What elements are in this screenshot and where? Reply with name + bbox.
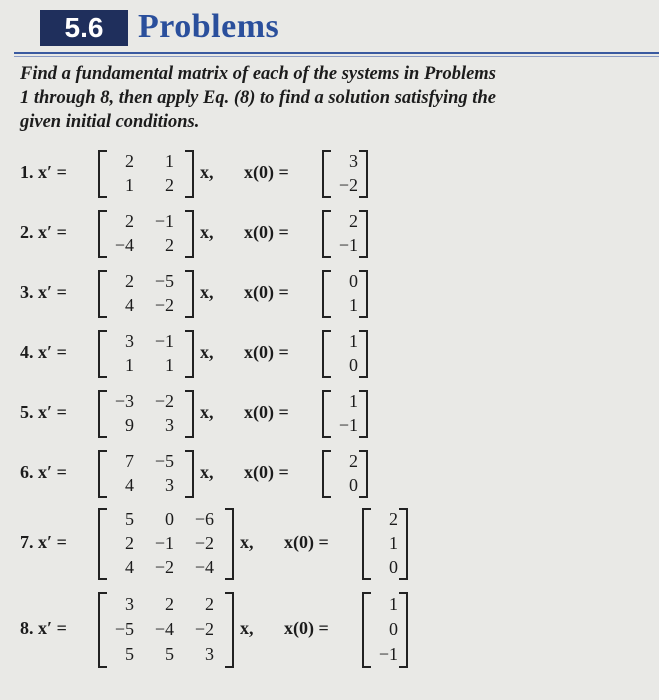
problem-7 — [20, 508, 650, 580]
matrix-entry: −4 — [114, 235, 134, 255]
matrix-entry: 3 — [125, 593, 134, 614]
initial-vector — [362, 592, 408, 668]
matrix-entry: −1 — [154, 331, 174, 351]
problem-label: 1. x′ = — [20, 162, 67, 182]
matrix-bracket — [185, 330, 194, 378]
matrix-entry: 3 — [165, 475, 174, 495]
problem-label: 6. x′ = — [20, 462, 67, 482]
matrix-entry: 2 — [125, 151, 134, 171]
problem-6 — [20, 450, 650, 498]
matrix-entry: −2 — [194, 619, 214, 639]
coefficient-matrix — [98, 150, 194, 198]
matrix-entry: 1 — [125, 355, 134, 375]
problem-label: 3. x′ = — [20, 282, 67, 302]
x-vector-suffix: x, — [240, 618, 254, 638]
coefficient-matrix — [98, 330, 194, 378]
matrix-entry: −3 — [114, 391, 134, 411]
initial-vector — [322, 270, 368, 318]
problem-5 — [20, 390, 650, 438]
initial-condition-label: x(0) = — [244, 342, 289, 362]
vector-entry: 1 — [389, 593, 398, 614]
instruction-line: given initial conditions. — [20, 112, 200, 132]
vector-entry: 1 — [349, 391, 358, 411]
vector-entry: 0 — [349, 271, 358, 291]
vector-entry: 2 — [389, 509, 398, 529]
matrix-entry: 2 — [165, 235, 174, 255]
problem-3 — [20, 270, 650, 318]
initial-condition-label: x(0) = — [244, 282, 289, 302]
initial-condition-label: x(0) = — [284, 618, 329, 638]
x-vector-suffix: x, — [200, 162, 214, 182]
header-rule-thin — [14, 56, 659, 57]
vector-entry: 1 — [349, 331, 358, 351]
matrix-entry: −2 — [154, 557, 174, 577]
matrix-entry: 5 — [125, 509, 134, 529]
initial-vector — [322, 450, 368, 498]
matrix-entry: 3 — [205, 644, 214, 665]
instruction-line: 1 through 8, then apply Eq. (8) to find a solution satisfying the — [20, 88, 496, 108]
initial-condition-label: x(0) = — [244, 462, 289, 482]
matrix-entry: −4 — [194, 557, 214, 577]
vector-entry: 0 — [389, 619, 398, 639]
coefficient-matrix — [98, 270, 194, 318]
initial-condition-label: x(0) = — [244, 402, 289, 422]
x-vector-suffix: x, — [200, 282, 214, 302]
problem-label: 4. x′ = — [20, 342, 67, 362]
matrix-entry: −2 — [154, 391, 174, 411]
vector-bracket — [359, 330, 368, 378]
initial-vector — [322, 390, 368, 438]
problem-2 — [20, 210, 650, 258]
vector-entry: 3 — [349, 151, 358, 171]
vector-entry: −1 — [338, 235, 358, 255]
matrix-entry: 2 — [165, 175, 174, 195]
matrix-entry: 9 — [125, 415, 134, 435]
matrix-entry: −6 — [194, 509, 214, 529]
vector-entry: 1 — [349, 295, 358, 315]
vector-bracket — [359, 150, 368, 198]
matrix-entry: 7 — [125, 451, 134, 471]
initial-condition-label: x(0) = — [244, 222, 289, 242]
matrix-entry: 2 — [205, 593, 214, 614]
section-title: Problems — [138, 8, 280, 45]
vector-entry: 0 — [349, 355, 358, 375]
problem-label: 5. x′ = — [20, 402, 67, 422]
x-vector-suffix: x, — [200, 342, 214, 362]
matrix-entry: −1 — [154, 211, 174, 231]
initial-condition-label: x(0) = — [284, 532, 329, 552]
matrix-entry: 2 — [125, 271, 134, 291]
matrix-entry: 4 — [125, 557, 134, 577]
matrix-entry: 2 — [125, 211, 134, 231]
matrix-entry: 4 — [125, 475, 134, 495]
coefficient-matrix — [98, 390, 194, 438]
matrix-bracket — [185, 390, 194, 438]
instructions — [20, 62, 650, 134]
x-vector-suffix: x, — [200, 222, 214, 242]
coefficient-matrix — [98, 210, 194, 258]
matrix-entry: 3 — [125, 331, 134, 351]
matrix-entry: −2 — [194, 533, 214, 553]
matrix-entry: 5 — [165, 644, 174, 665]
vector-entry: −1 — [378, 644, 398, 665]
matrix-entry: 2 — [165, 593, 174, 614]
problem-8 — [20, 592, 650, 668]
matrix-bracket — [225, 592, 234, 668]
matrix-entry: −4 — [154, 619, 174, 639]
coefficient-matrix — [98, 592, 234, 668]
initial-vector — [322, 330, 368, 378]
matrix-bracket — [225, 508, 234, 580]
instruction-line: Find a fundamental matrix of each of the systems in Problems — [20, 64, 496, 84]
matrix-entry: −2 — [154, 295, 174, 315]
matrix-entry: −1 — [154, 533, 174, 553]
header-rule — [14, 52, 659, 54]
initial-condition-label: x(0) = — [244, 162, 289, 182]
x-vector-suffix: x, — [200, 462, 214, 482]
matrix-entry: 1 — [165, 151, 174, 171]
matrix-entry: −5 — [154, 451, 174, 471]
initial-vector — [322, 150, 368, 198]
problem-1 — [20, 150, 650, 198]
matrix-bracket — [185, 150, 194, 198]
matrix-entry: 0 — [165, 509, 174, 529]
vector-entry: 0 — [389, 557, 398, 577]
matrix-entry: −5 — [114, 619, 134, 639]
vector-bracket — [359, 390, 368, 438]
vector-entry: 2 — [349, 211, 358, 231]
vector-entry: −1 — [338, 415, 358, 435]
vector-bracket — [399, 508, 408, 580]
problem-label: 7. x′ = — [20, 532, 67, 552]
matrix-entry: 2 — [125, 533, 134, 553]
vector-bracket — [359, 270, 368, 318]
initial-vector — [322, 210, 368, 258]
matrix-entry: 1 — [125, 175, 134, 195]
matrix-entry: 4 — [125, 295, 134, 315]
matrix-entry: 5 — [125, 644, 134, 665]
matrix-entry: −5 — [154, 271, 174, 291]
matrix-entry: 3 — [165, 415, 174, 435]
vector-entry: 0 — [349, 475, 358, 495]
section-number: 5.6 — [40, 10, 128, 46]
vector-entry: 1 — [389, 533, 398, 553]
initial-vector — [362, 508, 408, 580]
problem-label: 2. x′ = — [20, 222, 67, 242]
matrix-bracket — [185, 270, 194, 318]
problem-4 — [20, 330, 650, 378]
problem-label: 8. x′ = — [20, 618, 67, 638]
coefficient-matrix — [98, 450, 194, 498]
vector-entry: 2 — [349, 451, 358, 471]
vector-bracket — [399, 592, 408, 668]
matrix-bracket — [185, 450, 194, 498]
vector-entry: −2 — [338, 175, 358, 195]
matrix-entry: 1 — [165, 355, 174, 375]
vector-bracket — [359, 210, 368, 258]
x-vector-suffix: x, — [200, 402, 214, 422]
x-vector-suffix: x, — [240, 532, 254, 552]
matrix-bracket — [185, 210, 194, 258]
section-header — [14, 8, 654, 50]
vector-bracket — [359, 450, 368, 498]
coefficient-matrix — [98, 508, 234, 580]
